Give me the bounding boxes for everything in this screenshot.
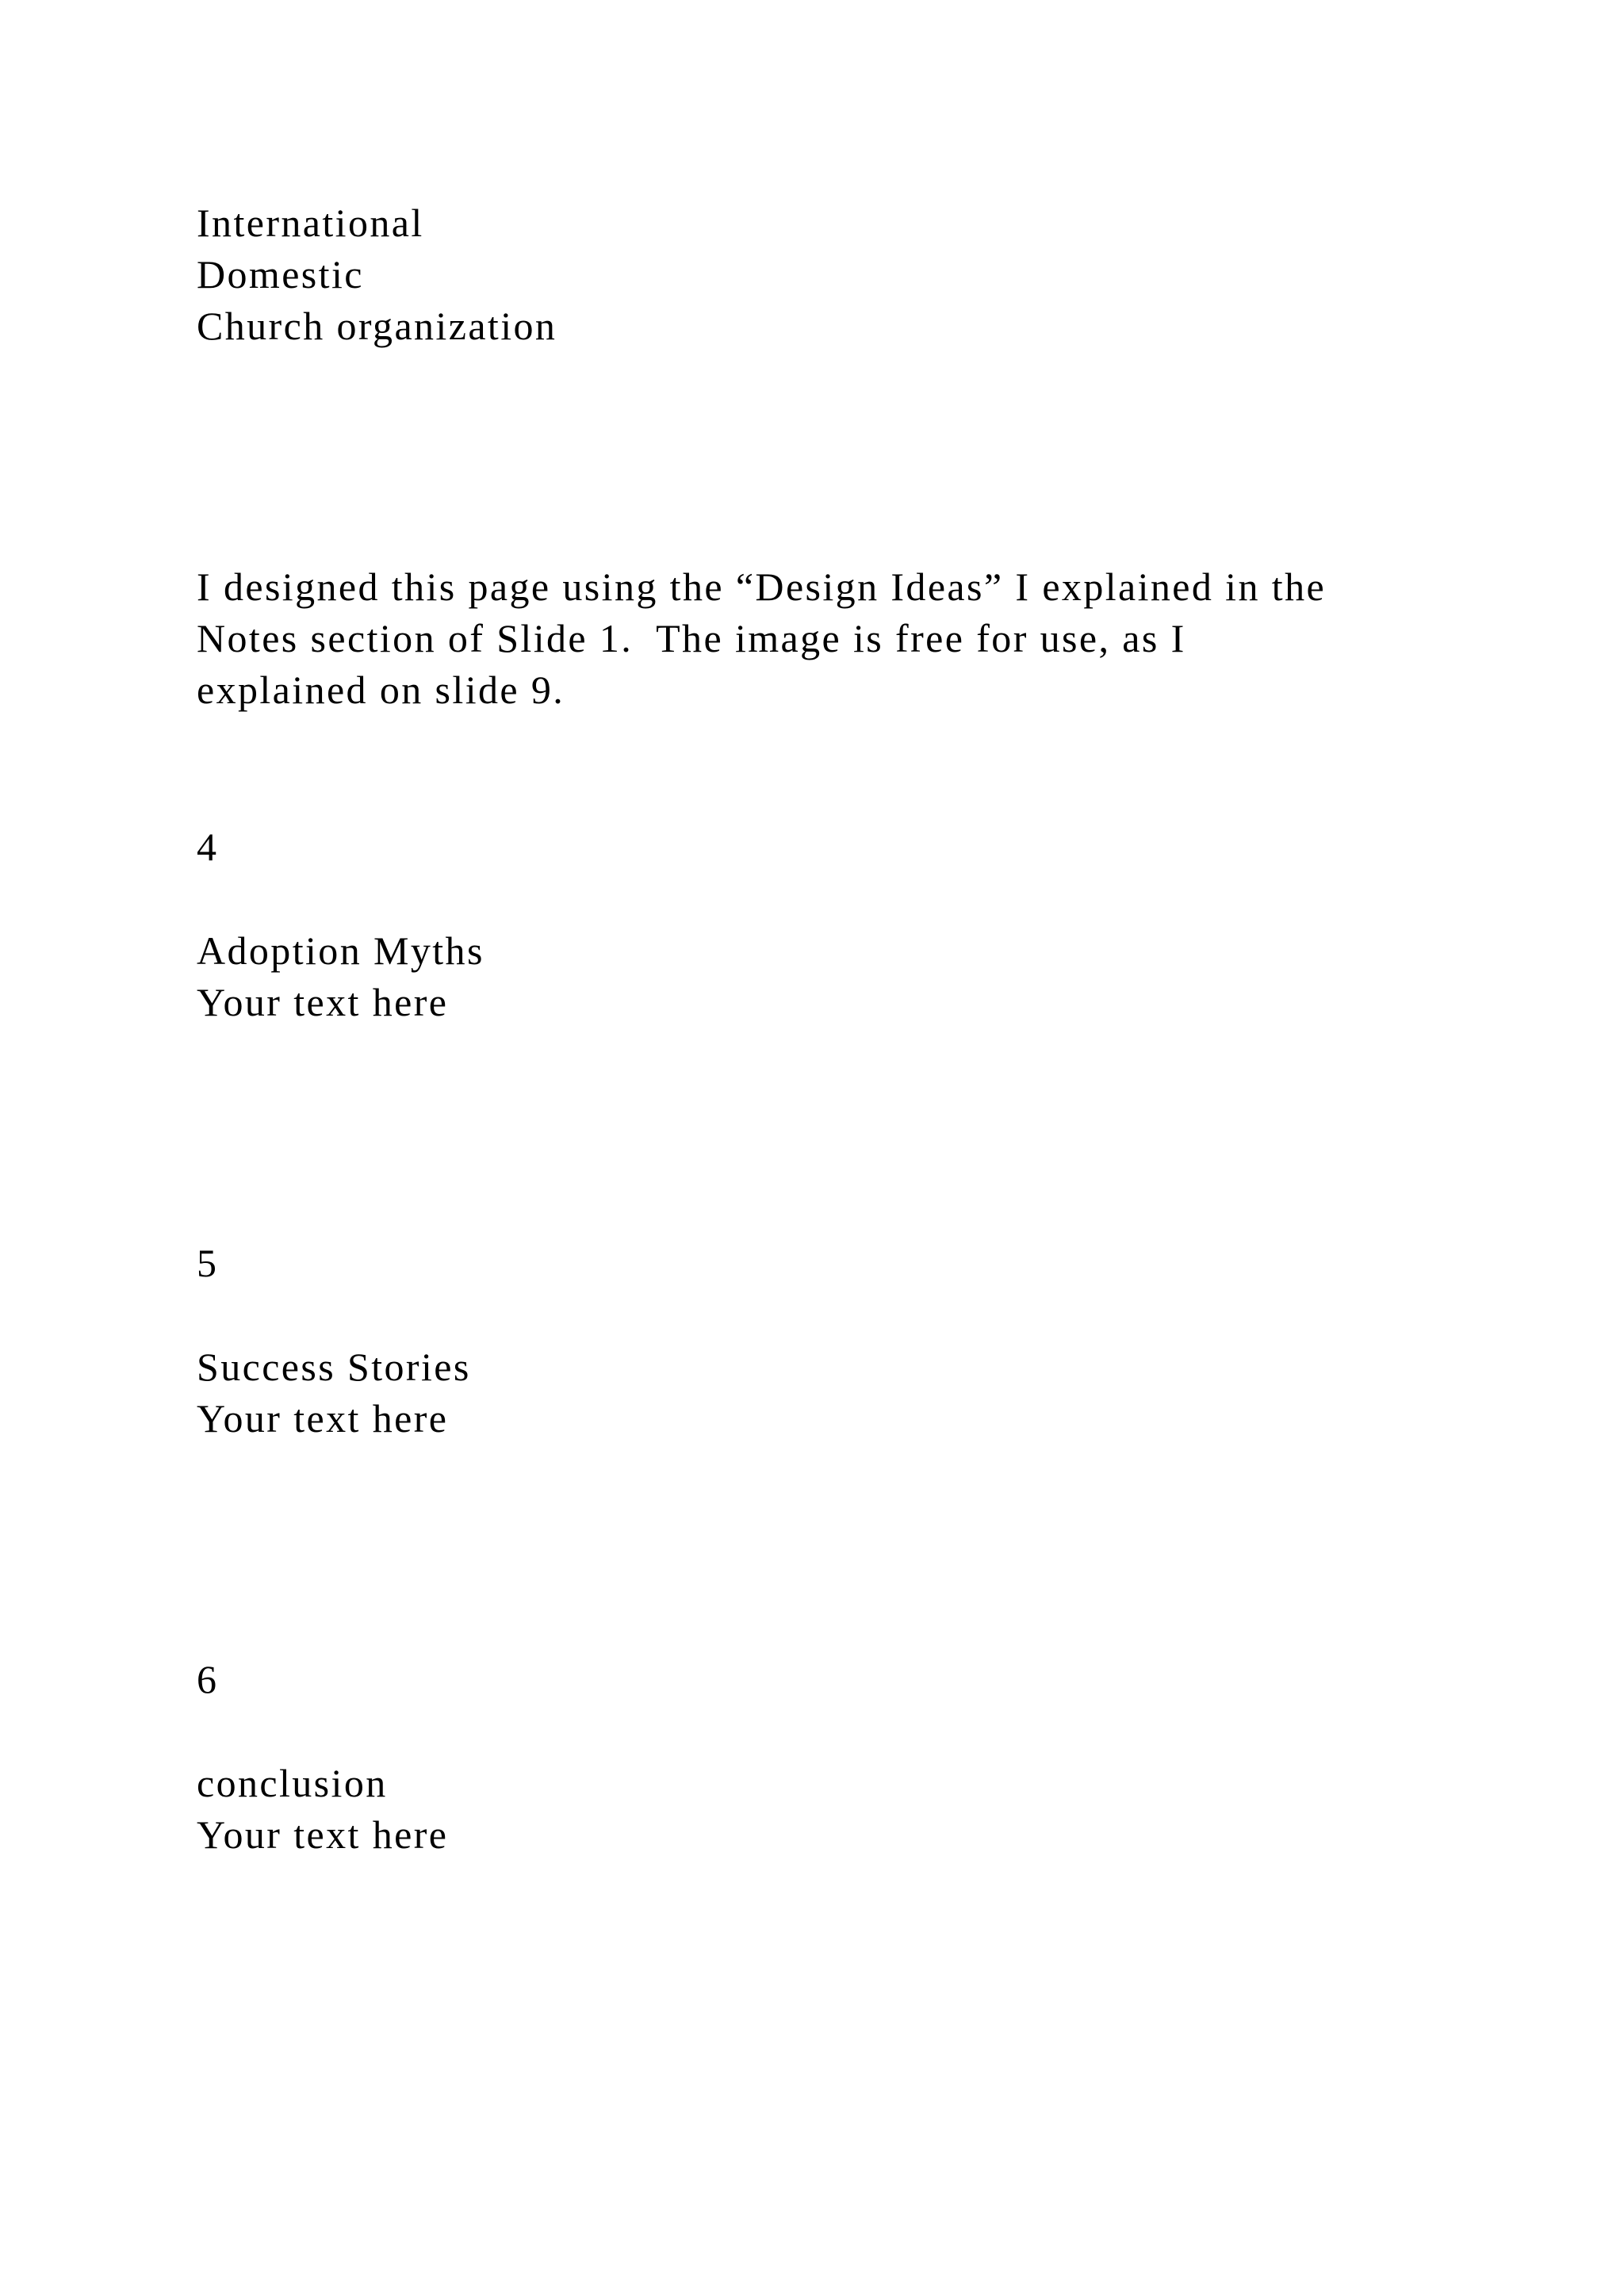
slide-number: 5 <box>197 1241 219 1285</box>
slide-body: Your text here <box>197 1396 449 1441</box>
slide-body: Your text here <box>197 980 449 1024</box>
design-note-line: I designed this page using the “Design Ideas” I explained in the <box>197 564 1327 609</box>
design-note-line: Notes section of Slide 1. The image is free for use, as I <box>197 616 1186 660</box>
list-item: Church organization <box>197 304 557 348</box>
slide-title: Adoption Myths <box>197 928 485 973</box>
list-item: Domestic <box>197 252 364 297</box>
design-note-line: explained on slide 9. <box>197 668 565 712</box>
slide-body: Your text here <box>197 1812 449 1857</box>
slide-title: Success Stories <box>197 1345 471 1389</box>
list-item: International <box>197 201 424 245</box>
slide-number: 4 <box>197 825 219 869</box>
slide-title: conclusion <box>197 1761 388 1805</box>
slide-number: 6 <box>197 1657 219 1701</box>
